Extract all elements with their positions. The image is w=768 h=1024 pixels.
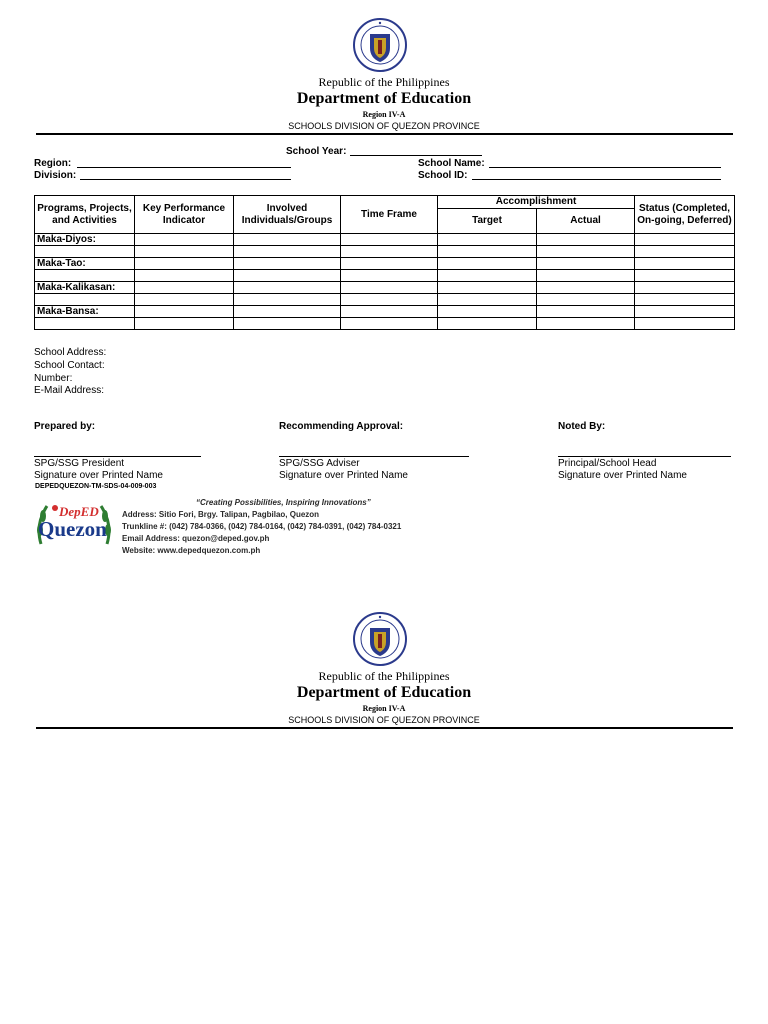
noted-signature-line[interactable]: [558, 456, 731, 457]
table-cell[interactable]: [537, 318, 635, 330]
table-cell[interactable]: [135, 246, 234, 258]
table-cell[interactable]: [635, 258, 735, 270]
prepared-role: SPG/SSG President: [34, 458, 125, 469]
header-status: Status (Completed, On-going, Deferred): [635, 196, 735, 234]
footer-address: Address: Sitio Fori, Brgy. Talipan, Pagbilao, Quezon: [122, 510, 320, 519]
table-row: [35, 234, 735, 246]
table-cell[interactable]: [438, 270, 537, 282]
table-cell[interactable]: [234, 306, 341, 318]
header-involved: Involved Individuals/Groups: [234, 196, 341, 234]
table-cell[interactable]: [341, 306, 438, 318]
table-cell[interactable]: [537, 258, 635, 270]
deped-seal-icon: [353, 612, 407, 666]
department-title: Department of Education: [296, 684, 472, 701]
table-cell[interactable]: [35, 318, 135, 330]
header-actual: Actual: [537, 209, 635, 234]
table-cell[interactable]: [635, 282, 735, 294]
school-address-label: School Address:: [34, 347, 107, 358]
division-text: SCHOOLS DIVISION OF QUEZON PROVINCE: [288, 715, 480, 725]
header-divider: [36, 727, 733, 729]
category-maka-bansa: Maka-Bansa:: [35, 306, 135, 318]
table-cell[interactable]: [635, 294, 735, 306]
table-cell[interactable]: [341, 258, 438, 270]
number-label: Number:: [34, 373, 73, 384]
category-maka-diyos: Maka-Diyos:: [35, 234, 135, 246]
deped-quezon-logo: [33, 500, 115, 548]
header-accomplishment: Accomplishment: [438, 196, 635, 209]
republic-text: Republic of the Philippines: [318, 669, 450, 683]
table-cell[interactable]: [635, 234, 735, 246]
prepared-by-label: Prepared by:: [34, 421, 96, 432]
region-label: Region:: [34, 158, 72, 169]
table-cell[interactable]: [135, 306, 234, 318]
table-cell[interactable]: [537, 246, 635, 258]
region-field[interactable]: [77, 158, 291, 168]
school-year-field[interactable]: [350, 146, 482, 156]
table-row: [35, 270, 735, 282]
table-row: [35, 246, 735, 258]
recommending-sig-caption: Signature over Printed Name: [279, 470, 408, 481]
table-cell[interactable]: [135, 282, 234, 294]
table-cell[interactable]: [135, 258, 234, 270]
header-divider: [36, 133, 733, 135]
prepared-signature-line[interactable]: [34, 456, 201, 457]
table-cell[interactable]: [438, 258, 537, 270]
table-cell[interactable]: [341, 270, 438, 282]
table-cell[interactable]: [341, 234, 438, 246]
table-cell[interactable]: [35, 294, 135, 306]
table-cell[interactable]: [438, 246, 537, 258]
header-programs: Programs, Projects, and Activities: [35, 196, 135, 234]
table-cell[interactable]: [537, 270, 635, 282]
table-row: [35, 294, 735, 306]
division-field[interactable]: [80, 170, 291, 180]
table-cell[interactable]: [35, 270, 135, 282]
table-cell[interactable]: [537, 282, 635, 294]
table-cell[interactable]: [234, 258, 341, 270]
deped-seal-icon: [353, 18, 407, 72]
recommending-approval-label: Recommending Approval:: [279, 421, 404, 432]
table-cell[interactable]: [438, 294, 537, 306]
category-maka-tao: Maka-Tao:: [35, 258, 135, 270]
footer-trunkline: Trunkline #: (042) 784-0366, (042) 784-0164, (042) 784-0391, (042) 784-0321: [122, 522, 402, 531]
table-cell[interactable]: [537, 306, 635, 318]
table-cell[interactable]: [341, 294, 438, 306]
tagline: “Creating Possibilities, Inspiring Innovations”: [196, 498, 371, 507]
school-id-field[interactable]: [472, 170, 721, 180]
table-cell[interactable]: [635, 270, 735, 282]
table-cell[interactable]: [135, 270, 234, 282]
table-cell[interactable]: [135, 294, 234, 306]
header-time-frame: Time Frame: [341, 196, 438, 234]
division-text: SCHOOLS DIVISION OF QUEZON PROVINCE: [288, 121, 480, 131]
document-code: DEPEDQUEZON-TM-SDS-04-009-003: [35, 483, 157, 490]
table-row: [35, 306, 735, 318]
school-name-label: School Name:: [418, 158, 485, 169]
table-cell[interactable]: [135, 318, 234, 330]
table-cell[interactable]: [635, 318, 735, 330]
table-cell[interactable]: [341, 282, 438, 294]
table-row: [35, 282, 735, 294]
table-cell[interactable]: [234, 270, 341, 282]
table-cell[interactable]: [438, 234, 537, 246]
school-name-field[interactable]: [489, 158, 721, 168]
accomplishment-table: [34, 195, 735, 330]
table-cell[interactable]: [537, 294, 635, 306]
region-text: Region IV-A: [362, 704, 406, 713]
recommending-signature-line[interactable]: [279, 456, 469, 457]
noted-role: Principal/School Head: [558, 458, 657, 469]
table-cell[interactable]: [438, 282, 537, 294]
table-cell[interactable]: [537, 234, 635, 246]
school-contact-label: School Contact:: [34, 360, 105, 371]
prepared-sig-caption: Signature over Printed Name: [34, 470, 163, 481]
table-cell[interactable]: [135, 234, 234, 246]
logo-quezon-text: Quezon: [38, 517, 107, 541]
region-text: Region IV-A: [362, 110, 406, 119]
table-cell[interactable]: [341, 318, 438, 330]
table-cell[interactable]: [234, 318, 341, 330]
noted-by-label: Noted By:: [558, 421, 606, 432]
table-cell[interactable]: [635, 246, 735, 258]
table-cell[interactable]: [234, 282, 341, 294]
department-title: Department of Education: [296, 90, 472, 107]
header-target: Target: [438, 209, 537, 234]
table-cell[interactable]: [438, 318, 537, 330]
table-cell[interactable]: [438, 306, 537, 318]
table-cell[interactable]: [635, 306, 735, 318]
table-row: [35, 318, 735, 330]
table-cell[interactable]: [341, 246, 438, 258]
school-year-label: School Year:: [286, 146, 347, 157]
table-cell[interactable]: [35, 246, 135, 258]
republic-text: Republic of the Philippines: [318, 75, 450, 89]
header-kpi: Key Performance Indicator: [135, 196, 234, 234]
division-label: Division:: [34, 170, 77, 181]
table-cell[interactable]: [234, 294, 341, 306]
footer-website[interactable]: Website: www.depedquezon.com.ph: [122, 546, 261, 555]
table-cell[interactable]: [234, 246, 341, 258]
footer-email[interactable]: Email Address: quezon@deped.gov.ph: [122, 534, 270, 543]
noted-sig-caption: Signature over Printed Name: [558, 470, 687, 481]
email-address-label: E-Mail Address:: [34, 385, 105, 396]
logo-deped-text: DepED: [59, 504, 99, 519]
recommending-role: SPG/SSG Adviser: [279, 458, 360, 469]
category-maka-kalikasan: Maka-Kalikasan:: [35, 282, 135, 294]
table-cell[interactable]: [234, 234, 341, 246]
school-id-label: School ID:: [418, 170, 468, 181]
table-row: [35, 258, 735, 270]
